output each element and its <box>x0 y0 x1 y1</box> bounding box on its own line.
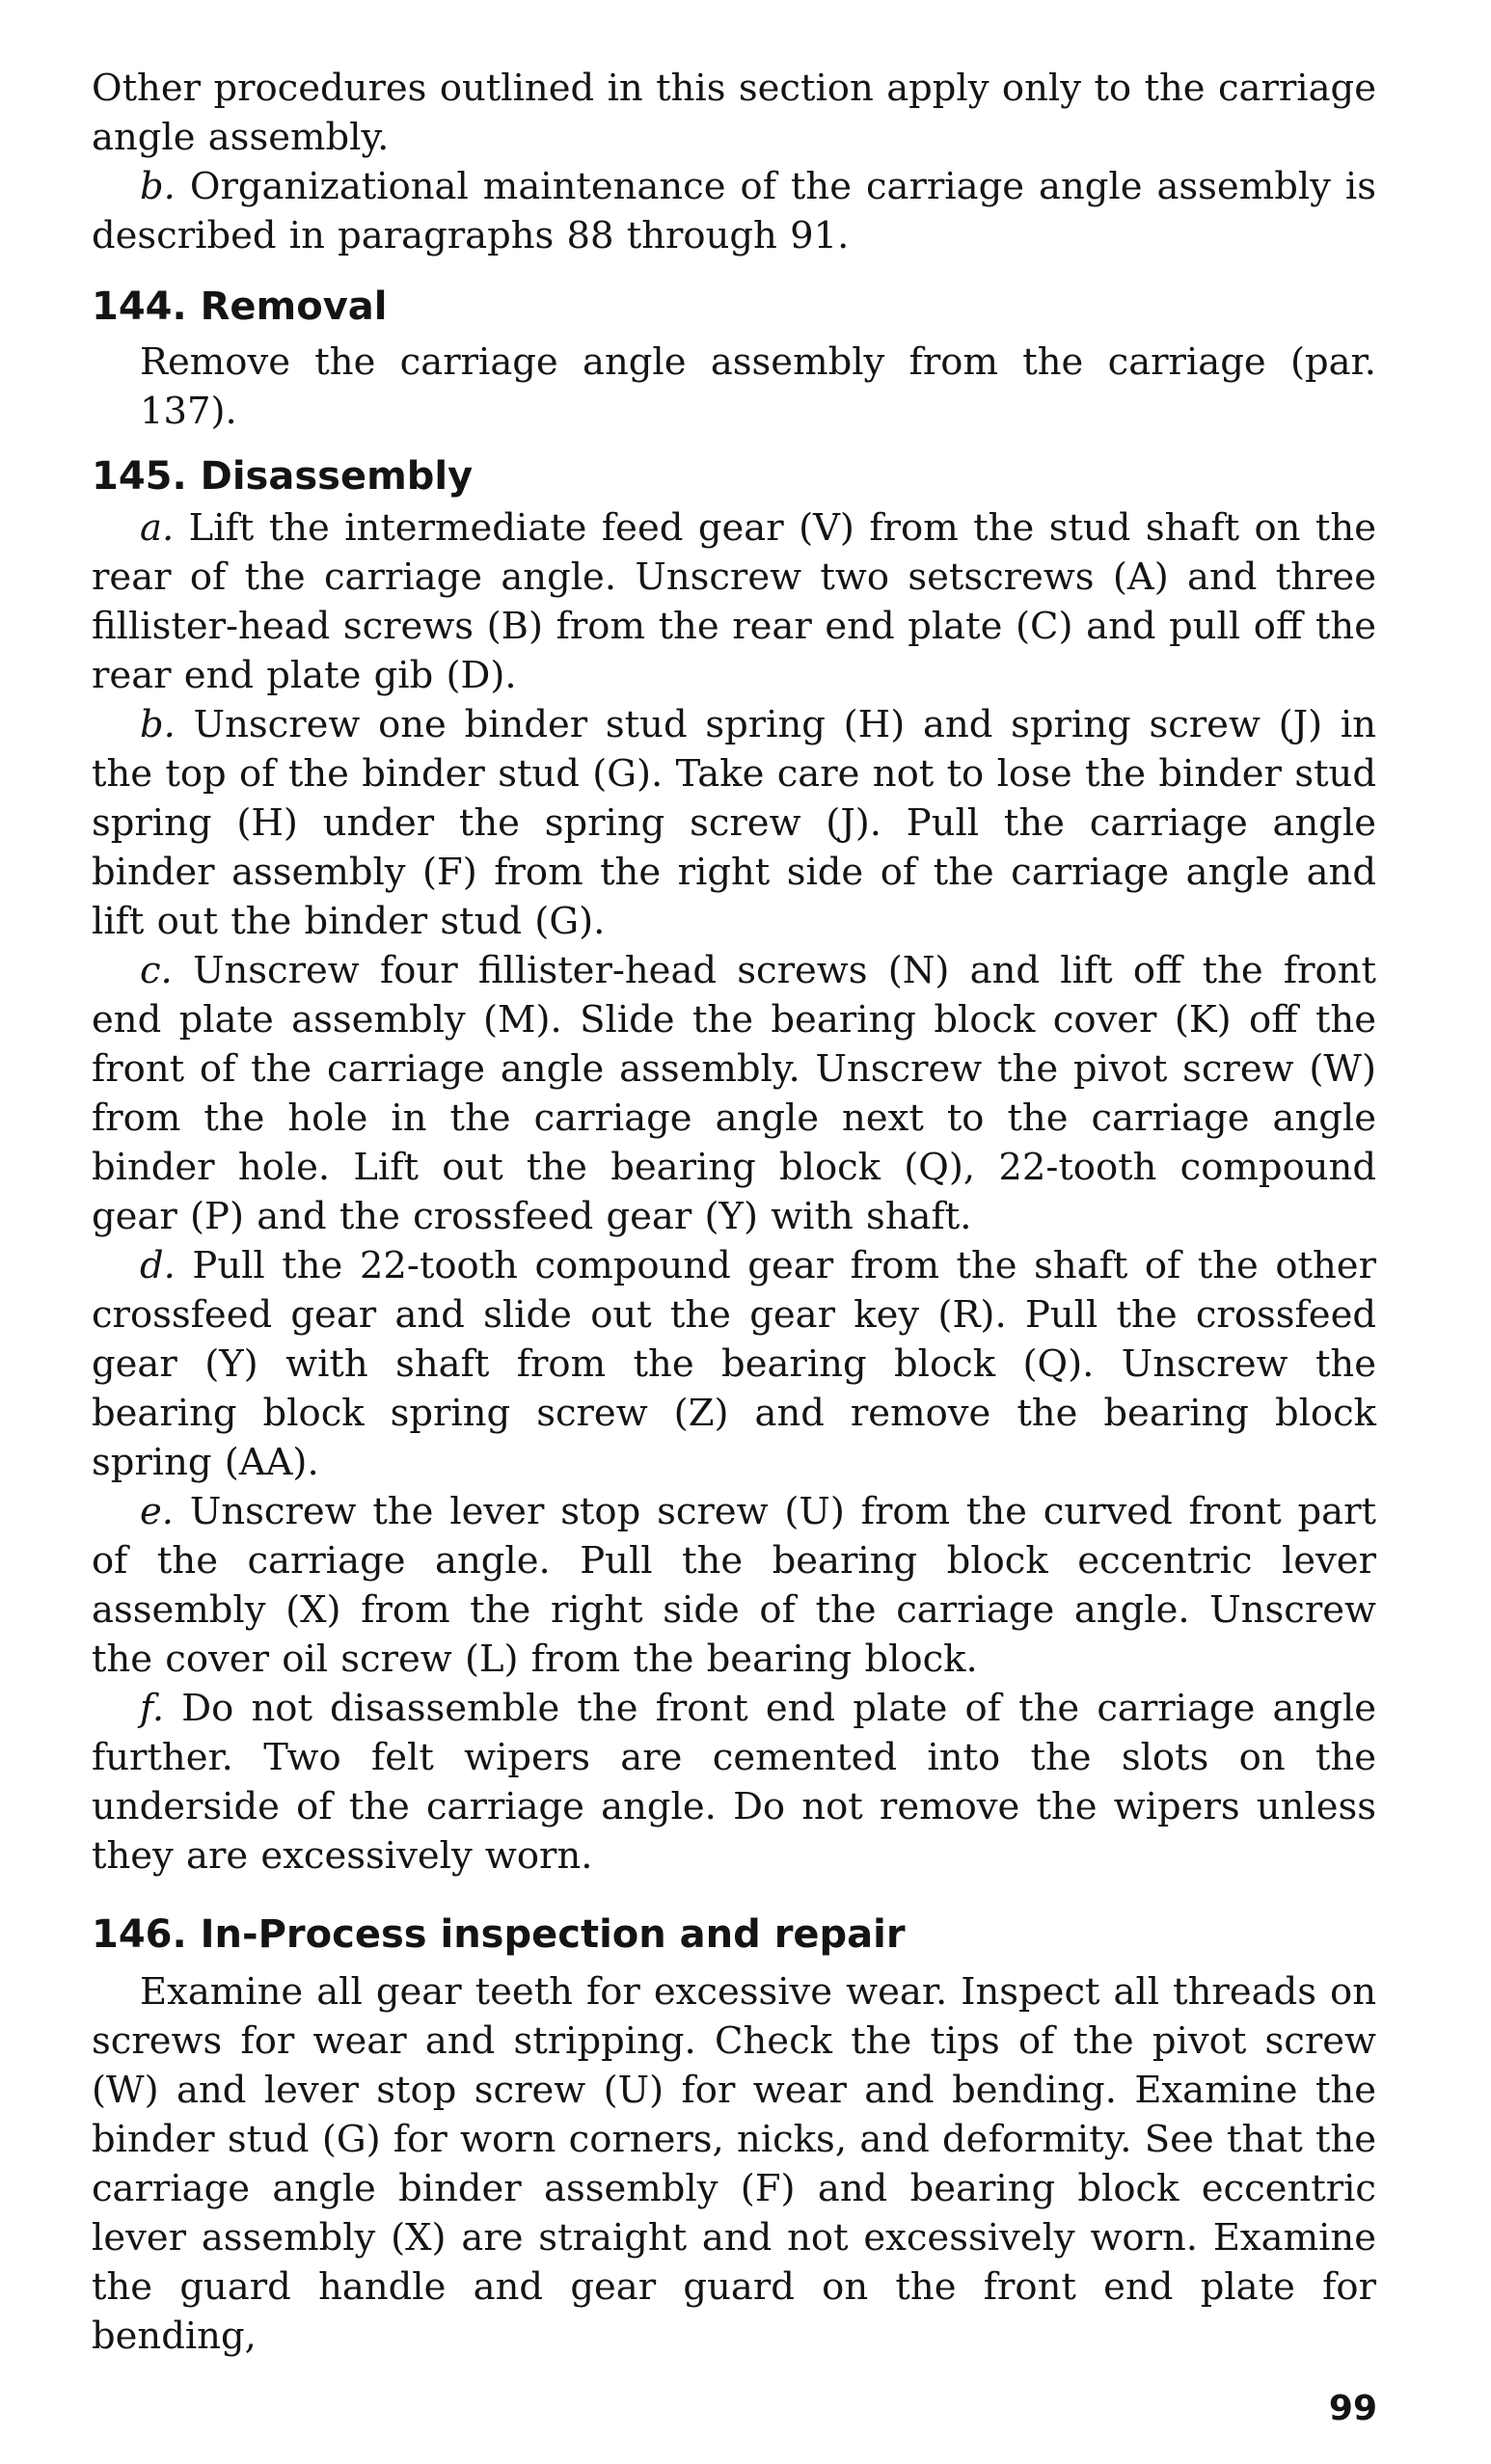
intro-continuation: Other procedures outlined in this section apply only to the carriage angle assembly. <box>92 67 1376 159</box>
step-text: Unscrew one binder stud spring (H) and spring screw (J) in the top of the binder stud (G). Take care not to lose the binder stud spring (H) under the spring screw (J). Pull the carriage angle binder assembly (F) from the right side of the carriage angle and lift out the binder stud (G). <box>92 703 1376 943</box>
step-text: Pull the 22-tooth compound gear from the shaft of the other crossfeed gear and slide out the gear key (R). Pull the crossfeed gear (Y) with shaft from the bearing block (Q). Unscrew the bearing block spring screw (Z) and remove the bearing block spring (AA). <box>92 1244 1376 1484</box>
heading-145-disassembly: 145. Disassembly <box>92 454 474 499</box>
disassembly-step-e <box>92 1487 1376 1684</box>
step-letter: e. <box>140 1490 175 1533</box>
paragraph-b-letter: b. <box>140 165 176 208</box>
heading-146-inspection-repair: 146. In-Process inspection and repair <box>92 1912 906 1957</box>
page-number: 99 <box>1328 2389 1377 2428</box>
disassembly-step-d <box>92 1241 1376 1487</box>
step-letter: b. <box>140 703 176 746</box>
disassembly-step-b <box>92 700 1376 946</box>
step-text: Lift the intermediate feed gear (V) from the stud shaft on the rear of the carriage angle. Unscrew two setscrews (A) and three fillister-head screws (B) from the rear end plate (C) and pull off the rear end plate gib (D). <box>92 506 1376 697</box>
paragraph-b-text: Organizational maintenance of the carriage angle assembly is described in paragraphs 88 through 91. <box>92 165 1376 257</box>
step-text: Unscrew the lever stop screw (U) from the curved front part of the carriage angle. Pull the bearing block eccentric lever assembly (X) from the right side of the carriage angle. Unscrew the cover oil screw (L) from the bearing block. <box>92 1490 1376 1681</box>
paragraph-b <box>92 162 1376 260</box>
disassembly-step-f <box>92 1684 1376 1881</box>
document-page <box>92 64 1376 2361</box>
heading-144-removal: 144. Removal <box>92 284 388 329</box>
step-letter: f. <box>140 1687 165 1730</box>
step-text: Unscrew four fillister-head screws (N) and lift off the front end plate assembly (M). Slide the bearing block cover (K) off the front of the carriage angle assembly. Unscrew the pivot screw (W) from the hole in the carriage angle next to the carriage angle binder hole. Lift out the bearing block (Q), 22-tooth compound gear (P) and the crossfeed gear (Y) with shaft. <box>92 949 1376 1238</box>
disassembly-step-c <box>92 946 1376 1241</box>
step-text: Do not disassemble the front end plate of the carriage angle further. Two felt wipers are cemented into the slots on the underside of the carriage angle. Do not remove the wipers unless they are excessively worn. <box>92 1687 1376 1878</box>
step-letter: c. <box>140 949 173 992</box>
inspection-text: Examine all gear teeth for excessive wear. Inspect all threads on screws for wear and stripping. Check the tips of the pivot screw (W) and lever stop screw (U) for wear and bending. Examine the binder stud (G) for worn corners, nicks, and deformity. See that the carriage angle binder assembly (F) and bearing block eccentric lever assembly (X) are straight and not excessively worn. Examine the guard handle and gear guard on the front end plate for bending, <box>92 1970 1376 2358</box>
disassembly-step-a <box>92 503 1376 700</box>
removal-text: Remove the carriage angle assembly from the carriage (par. 137). <box>140 340 1376 433</box>
step-letter: d. <box>140 1244 176 1287</box>
step-letter: a. <box>140 506 175 550</box>
